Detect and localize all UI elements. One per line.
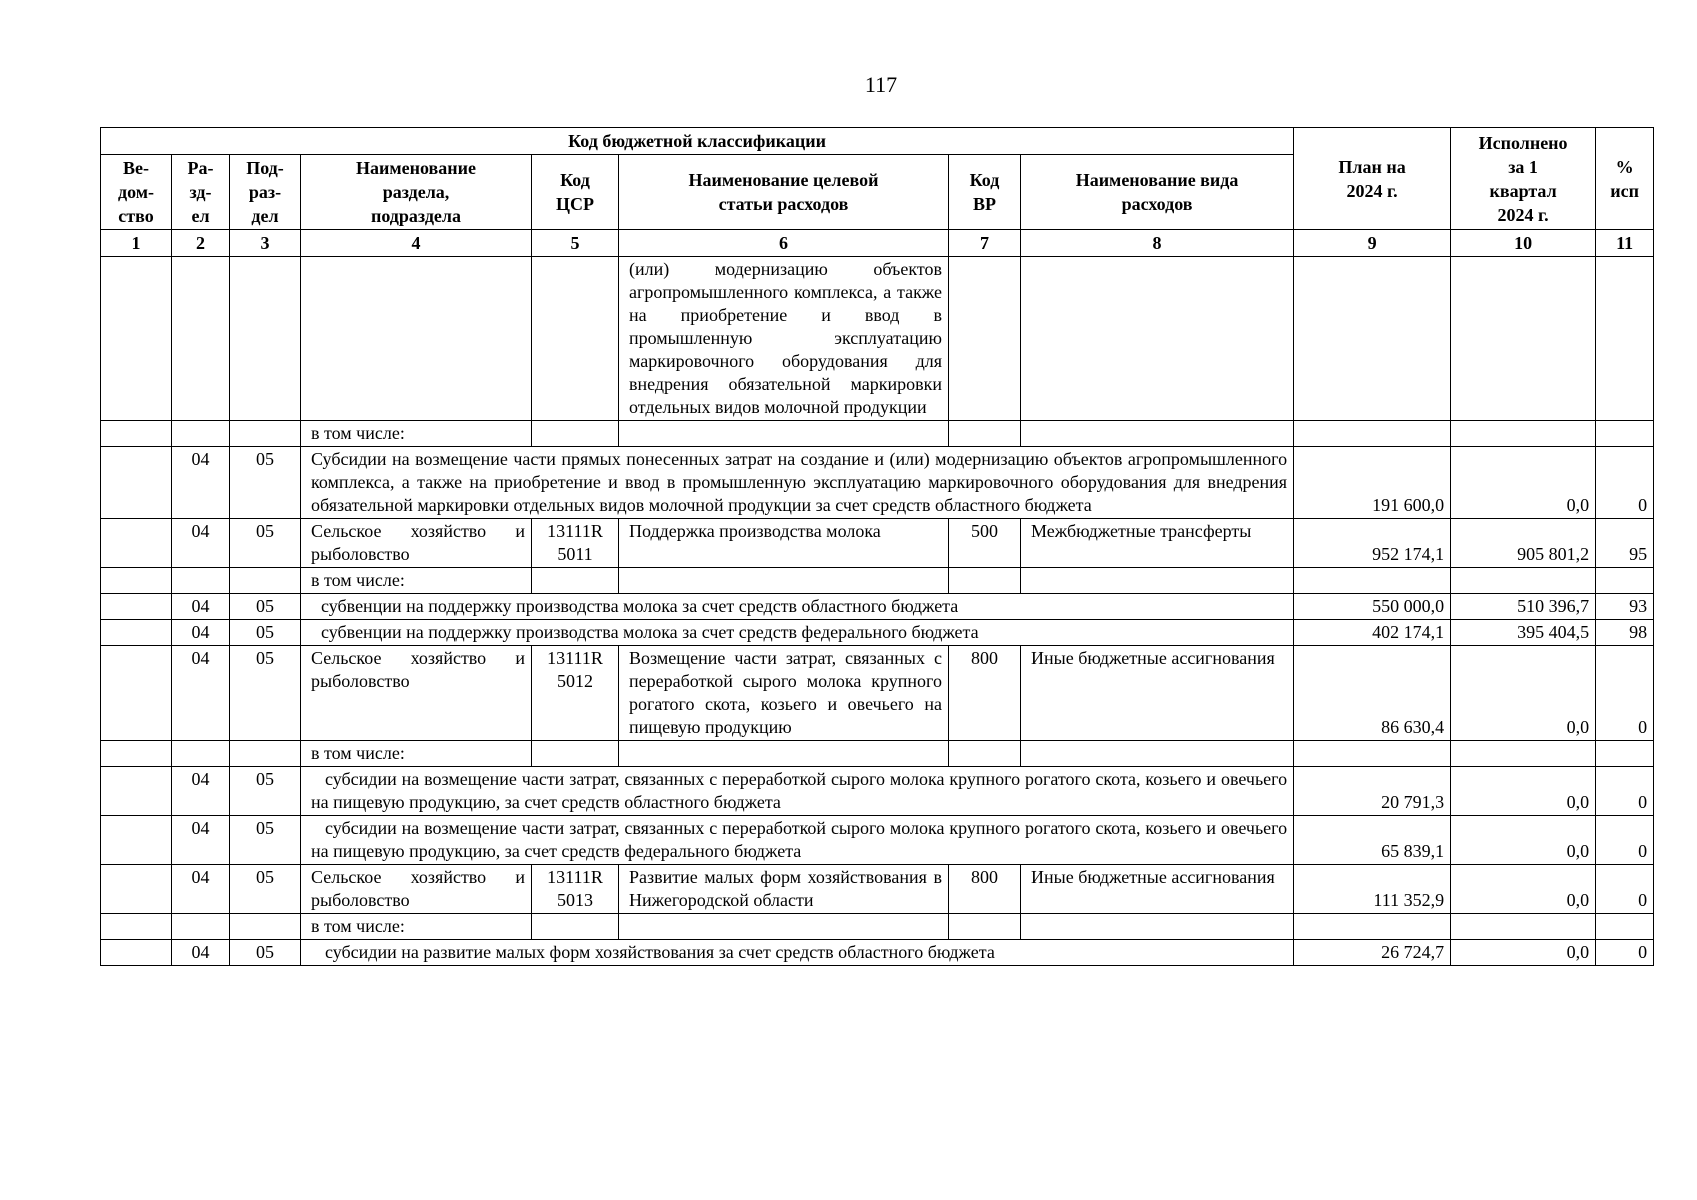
including-label: в том числе: <box>301 568 532 594</box>
razdel-cell <box>172 914 230 940</box>
percent-cell: 93 <box>1596 594 1654 620</box>
table-body <box>101 257 1654 966</box>
done-cell: 0,0 <box>1451 816 1596 865</box>
header-done: Исполнено за 1 квартал 2024 г. <box>1451 128 1596 230</box>
plan-cell: 26 724,7 <box>1294 940 1451 966</box>
header-podrazdel: Под- раз- дел <box>230 155 301 230</box>
done-cell: 0,0 <box>1451 865 1596 914</box>
including-label: в том числе: <box>301 741 532 767</box>
vr-name-cell <box>1021 568 1294 594</box>
vedomstvo-cell <box>101 620 172 646</box>
done-cell: 0,0 <box>1451 940 1596 966</box>
table-row <box>101 568 1654 594</box>
including-label: в том числе: <box>301 421 532 447</box>
vedomstvo-cell <box>101 594 172 620</box>
percent-cell: 0 <box>1596 447 1654 519</box>
vedomstvo-cell <box>101 257 172 421</box>
vr-cell <box>949 257 1021 421</box>
csr-cell <box>532 421 619 447</box>
csr-cell: 13111R 5012 <box>532 646 619 741</box>
vr-cell <box>949 568 1021 594</box>
percent-cell: 0 <box>1596 767 1654 816</box>
item-description: субсидии на возмещение части затрат, связанных с переработкой сырого молока крупного рогатого скота, козьего и овечьего на пищевую продукцию, за счет средств областного бюджета <box>301 767 1294 816</box>
podrazdel-cell <box>230 421 301 447</box>
vr-cell <box>949 421 1021 447</box>
table-row <box>101 594 1654 620</box>
budget-table <box>100 127 1654 966</box>
razdel-cell <box>172 257 230 421</box>
done-cell: 0,0 <box>1451 767 1596 816</box>
header-vedomstvo: Ве- дом- ство <box>101 155 172 230</box>
target-name-cell <box>619 914 949 940</box>
header-plan: План на 2024 г. <box>1294 128 1451 230</box>
item-description: субсидии на развитие малых форм хозяйствования за счет средств областного бюджета <box>301 940 1294 966</box>
plan-cell: 402 174,1 <box>1294 620 1451 646</box>
header-csr: Код ЦСР <box>532 155 619 230</box>
vr-name-cell: Иные бюджетные ассигнования <box>1021 646 1294 741</box>
plan-cell: 550 000,0 <box>1294 594 1451 620</box>
page-number: 117 <box>864 72 898 97</box>
done-cell: 395 404,5 <box>1451 620 1596 646</box>
target-name-cell <box>619 741 949 767</box>
table-row <box>101 741 1654 767</box>
podrazdel-cell <box>230 568 301 594</box>
vedomstvo-cell <box>101 767 172 816</box>
column-number: 1 <box>101 230 172 257</box>
done-cell <box>1451 914 1596 940</box>
column-number: 4 <box>301 230 532 257</box>
csr-cell: 13111R 5011 <box>532 519 619 568</box>
done-cell <box>1451 421 1596 447</box>
razdel-cell: 04 <box>172 865 230 914</box>
target-name-cell: (или) модернизацию объектов агропромышленного комплекса, а также на приобретение и ввод в промышленную эксплуатацию маркировочного оборудования для внедрения обязательной маркировки отдельных видов молочной продукции <box>619 257 949 421</box>
header-section-name: Наименование раздела, подраздела <box>301 155 532 230</box>
table-row <box>101 519 1654 568</box>
csr-cell <box>532 257 619 421</box>
plan-cell <box>1294 741 1451 767</box>
podrazdel-cell: 05 <box>230 865 301 914</box>
column-number: 6 <box>619 230 949 257</box>
razdel-cell <box>172 741 230 767</box>
target-name-cell <box>619 568 949 594</box>
header-vr: Код ВР <box>949 155 1021 230</box>
podrazdel-cell: 05 <box>230 447 301 519</box>
table-row <box>101 767 1654 816</box>
vr-cell: 500 <box>949 519 1021 568</box>
vr-name-cell <box>1021 914 1294 940</box>
table-row <box>101 620 1654 646</box>
vr-name-cell <box>1021 421 1294 447</box>
done-cell: 510 396,7 <box>1451 594 1596 620</box>
percent-cell: 98 <box>1596 620 1654 646</box>
razdel-cell: 04 <box>172 620 230 646</box>
percent-cell: 0 <box>1596 940 1654 966</box>
podrazdel-cell: 05 <box>230 594 301 620</box>
vedomstvo-cell <box>101 914 172 940</box>
item-description: субвенции на поддержку производства молока за счет средств федерального бюджета <box>301 620 1294 646</box>
plan-cell: 86 630,4 <box>1294 646 1451 741</box>
vr-cell <box>949 741 1021 767</box>
podrazdel-cell: 05 <box>230 816 301 865</box>
done-cell: 0,0 <box>1451 646 1596 741</box>
header-razdel: Ра- зд- ел <box>172 155 230 230</box>
podrazdel-cell <box>230 257 301 421</box>
target-name-cell: Поддержка производства молока <box>619 519 949 568</box>
percent-cell <box>1596 568 1654 594</box>
vedomstvo-cell <box>101 519 172 568</box>
podrazdel-cell <box>230 741 301 767</box>
podrazdel-cell: 05 <box>230 519 301 568</box>
plan-cell: 65 839,1 <box>1294 816 1451 865</box>
csr-cell <box>532 914 619 940</box>
percent-cell <box>1596 741 1654 767</box>
done-cell <box>1451 568 1596 594</box>
table-row <box>101 865 1654 914</box>
plan-cell <box>1294 568 1451 594</box>
percent-cell: 95 <box>1596 519 1654 568</box>
done-cell <box>1451 257 1596 421</box>
header-target-name: Наименование целевой статьи расходов <box>619 155 949 230</box>
razdel-cell <box>172 568 230 594</box>
vr-name-cell: Межбюджетные трансферты <box>1021 519 1294 568</box>
podrazdel-cell: 05 <box>230 620 301 646</box>
vr-cell: 800 <box>949 646 1021 741</box>
razdel-cell: 04 <box>172 767 230 816</box>
podrazdel-cell: 05 <box>230 767 301 816</box>
item-description: субвенции на поддержку производства молока за счет средств областного бюджета <box>301 594 1294 620</box>
target-name-cell: Развитие малых форм хозяйствования в Нижегородской области <box>619 865 949 914</box>
column-number: 5 <box>532 230 619 257</box>
vedomstvo-cell <box>101 447 172 519</box>
plan-cell: 111 352,9 <box>1294 865 1451 914</box>
percent-cell: 0 <box>1596 816 1654 865</box>
vedomstvo-cell <box>101 646 172 741</box>
razdel-cell: 04 <box>172 646 230 741</box>
section-name-cell: Сельское хозяйство и рыболовство <box>301 646 532 741</box>
podrazdel-cell: 05 <box>230 646 301 741</box>
column-number: 8 <box>1021 230 1294 257</box>
vr-name-cell: Иные бюджетные ассигнования <box>1021 865 1294 914</box>
percent-cell <box>1596 914 1654 940</box>
plan-cell: 20 791,3 <box>1294 767 1451 816</box>
vr-cell: 800 <box>949 865 1021 914</box>
plan-cell <box>1294 421 1451 447</box>
column-number: 9 <box>1294 230 1451 257</box>
section-name-cell: Сельское хозяйство и рыболовство <box>301 865 532 914</box>
table-row <box>101 421 1654 447</box>
header-vr-name: Наименование вида расходов <box>1021 155 1294 230</box>
table-row <box>101 257 1654 421</box>
razdel-cell: 04 <box>172 594 230 620</box>
razdel-cell: 04 <box>172 447 230 519</box>
column-number: 3 <box>230 230 301 257</box>
plan-cell: 191 600,0 <box>1294 447 1451 519</box>
razdel-cell <box>172 421 230 447</box>
csr-cell <box>532 741 619 767</box>
column-number: 7 <box>949 230 1021 257</box>
plan-cell <box>1294 914 1451 940</box>
table-row <box>101 914 1654 940</box>
razdel-cell: 04 <box>172 519 230 568</box>
vedomstvo-cell <box>101 568 172 594</box>
column-number: 2 <box>172 230 230 257</box>
table-row <box>101 447 1654 519</box>
vr-name-cell <box>1021 257 1294 421</box>
section-name-cell <box>301 257 532 421</box>
plan-cell <box>1294 257 1451 421</box>
vr-name-cell <box>1021 741 1294 767</box>
vedomstvo-cell <box>101 940 172 966</box>
vedomstvo-cell <box>101 741 172 767</box>
header-group-title: Код бюджетной классификации <box>101 128 1294 155</box>
done-cell: 0,0 <box>1451 447 1596 519</box>
column-number: 10 <box>1451 230 1596 257</box>
podrazdel-cell: 05 <box>230 940 301 966</box>
percent-cell <box>1596 257 1654 421</box>
target-name-cell <box>619 421 949 447</box>
podrazdel-cell <box>230 914 301 940</box>
vedomstvo-cell <box>101 816 172 865</box>
item-description: Субсидии на возмещение части прямых понесенных затрат на создание и (или) модернизацию объектов агропромышленного комплекса, а также на приобретение и ввод в промышленную эксплуатацию маркировочного оборудования для внедрения обязательной маркировки отдельных видов молочной продукции за счет средств областного бюджета <box>301 447 1294 519</box>
including-label: в том числе: <box>301 914 532 940</box>
percent-cell: 0 <box>1596 865 1654 914</box>
header-percent: % исп <box>1596 128 1654 230</box>
column-number: 11 <box>1596 230 1654 257</box>
razdel-cell: 04 <box>172 816 230 865</box>
percent-cell <box>1596 421 1654 447</box>
vr-cell <box>949 914 1021 940</box>
csr-cell <box>532 568 619 594</box>
percent-cell: 0 <box>1596 646 1654 741</box>
vedomstvo-cell <box>101 865 172 914</box>
csr-cell: 13111R 5013 <box>532 865 619 914</box>
item-description: субсидии на возмещение части затрат, связанных с переработкой сырого молока крупного рогатого скота, козьего и овечьего на пищевую продукцию, за счет средств федерального бюджета <box>301 816 1294 865</box>
target-name-cell: Возмещение части затрат, связанных с переработкой сырого молока крупного рогатого скота, козьего и овечьего на пищевую продукцию <box>619 646 949 741</box>
table-header <box>101 128 1654 257</box>
column-numbers-row <box>101 230 1654 257</box>
section-name-cell: Сельское хозяйство и рыболовство <box>301 519 532 568</box>
razdel-cell: 04 <box>172 940 230 966</box>
vedomstvo-cell <box>101 421 172 447</box>
done-cell: 905 801,2 <box>1451 519 1596 568</box>
plan-cell: 952 174,1 <box>1294 519 1451 568</box>
done-cell <box>1451 741 1596 767</box>
table-row <box>101 940 1654 966</box>
table-row <box>101 646 1654 741</box>
table-row <box>101 816 1654 865</box>
